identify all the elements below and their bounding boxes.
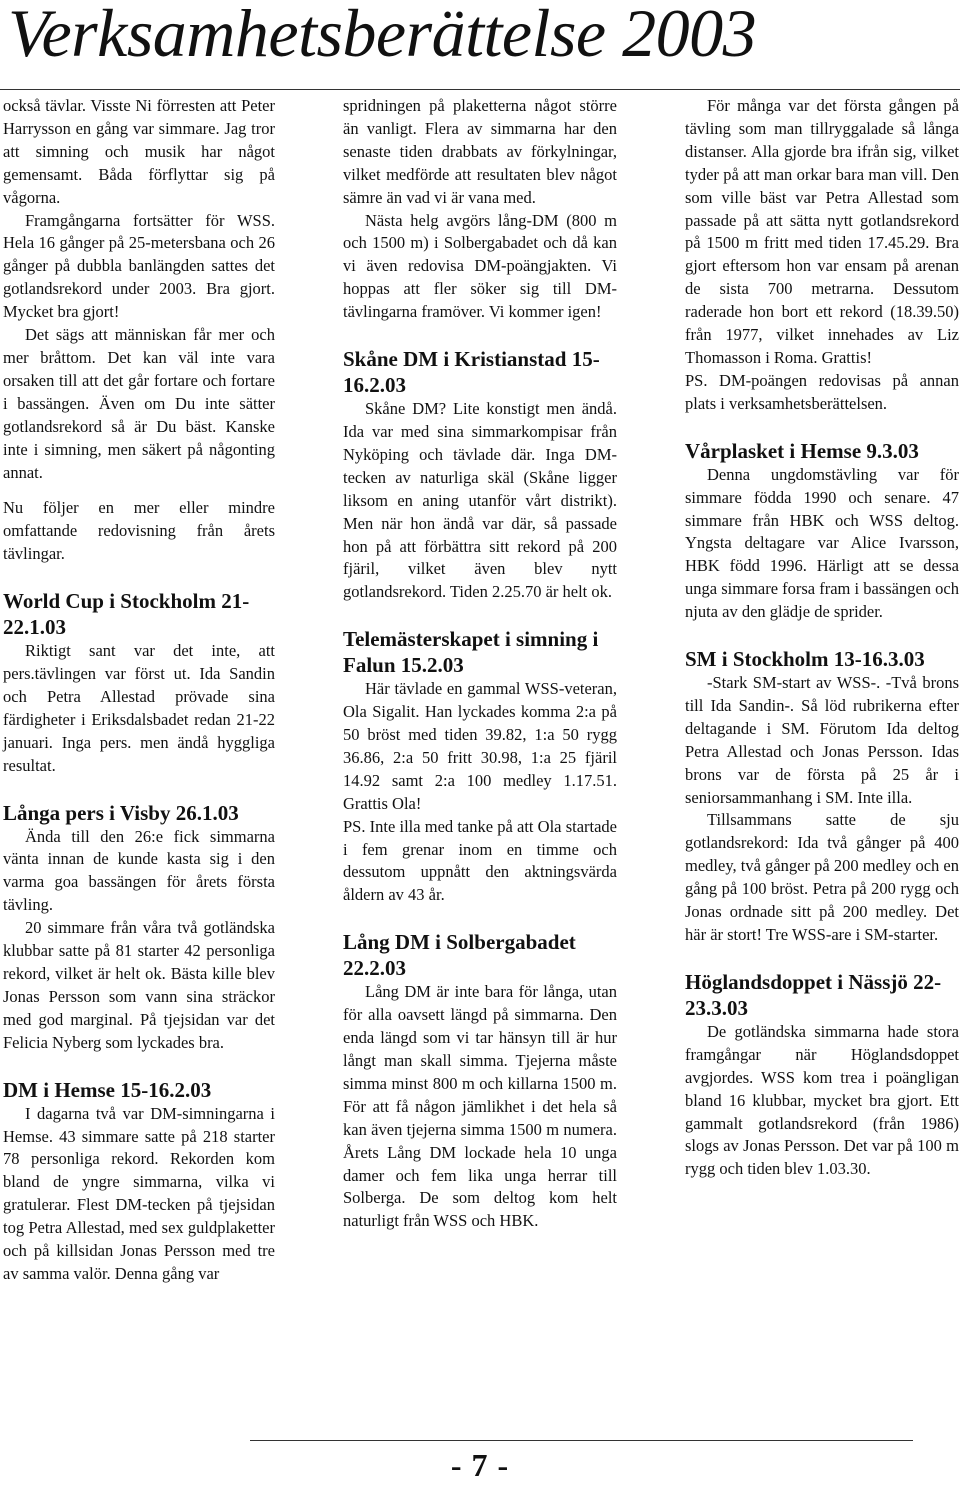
paragraph: För många var det första gången på tävling som man tillryggalade så långa distanser. Alla gjorde bra ifrån sig, vilket tyder på att man orkar bara man vill. Den som ville bäst var Petra Allestad som passade på att sätta nytt gotlandsrekord på 1500 m fritt med tiden 17.45.29. Bra gjort eftersom hon var ensam på arenan de sista 700 metrarna. Dessutom raderade hon bort ett rekord (18.39.50) från 1977, vilket innehades av Liz Thomasson i Roma. Grattis! [685, 96, 959, 367]
section-heading-dm-hemse: DM i Hemse 15-16.2.03 [3, 1077, 212, 1102]
paragraph: spridningen på plaketterna något större än vanligt. Flera av simmarna har den senaste tiden drabbats av förkylningar, vilket medförde att resultaten blev något sämre än vad vi är vana med. [343, 96, 617, 207]
page-number: - 7 - [450, 1447, 510, 1483]
section-heading-varplasket: Vårplasket i Hemse 9.3.03 [685, 438, 919, 463]
paragraph: Ända till den 26:e fick simmarna vänta innan de kunde kasta sig i den varma goa bassängen för årets första tävling. [3, 826, 275, 915]
header-divider [0, 89, 960, 90]
page-title: Verksamhetsberättelse 2003 [8, 0, 757, 71]
paragraph: Nu följer en mer eller mindre omfattande redovisning från årets tävlingar. [3, 498, 275, 564]
section-heading-telemasterskapet: Telemästerskapet i simning i Falun 15.2.03 [343, 627, 599, 678]
paragraph: Tillsammans satte de sju gotlandsrekord: Ida två gånger på 400 medley, två gånger på 200 medley och en gång på 100 bröst. Petra på 200 rygg och Jonas ordnade sitt på 200 medley. Det här är stort! Tre WSS-are i SM-starter. [685, 810, 959, 944]
column-left [3, 95, 275, 1286]
section-heading-langa-pers: Långa pers i Visby 26.1.03 [3, 800, 239, 825]
paragraph: Lång DM är inte bara för långa, utan för alla oavsett längd på simmarna. Den enda längd som vi tar hänsyn till är hur långt man skall simma. Tjejerna måste simma minst 800 m och killarna 1500 m. För att få någon jämlikhet i det hela så kan även tjejerna simma 1500 m numera. Årets Lång DM lockade hela 10 unga damer och fem lika unga herrar till Solberga. De som deltog kom helt naturligt från WSS och HBK. [343, 982, 617, 1231]
paragraph: De gotländska simmarna hade stora framgångar när Höglandsdoppet avgjordes. WSS kom trea i poängligan bland 16 klubbar, mycket bra gjort. Ett gammalt gotlandsrekord (från 1986) slogs av Jonas Persson. Det var på 100 m rygg och tiden blev 1.03.30. [685, 1021, 959, 1179]
paragraph: PS. DM-poängen redovisas på annan plats i verksamhetsberättelsen. [685, 370, 959, 413]
paragraph: Denna ungdomstävling var för simmare födda 1990 och senare. 47 simmare från HBK och WSS deltog. Yngsta deltagare var Alice Ivarsson, HBK född 1996. Härligt att se dessa unga simmare forsa fram i bassängen och njuta av den glädje de sprider. [685, 464, 959, 622]
column-middle [343, 95, 617, 1233]
paragraph: Här tävlade en gammal WSS-veteran, Ola Sigalit. Han lyckades komma 2:a på 50 bröst med tiden 39.82, 1:a 50 rygg 36.86, 2:a 50 fritt 30.98, 1:a 25 fjäril 14.92 samt 2:a 100 medley 1.17.51. Grattis Ola! [343, 679, 617, 813]
paragraph: Framgångarna fortsätter för WSS. Hela 16 gånger på 25-metersbana och 26 gånger på dubbla banlängden sattes det gotlandsrekord under 2003. Bra gjort. Mycket bra gjort! [3, 210, 275, 322]
paragraph: Skåne DM? Lite konstigt men ändå. Ida var med sina simmarkompisar från Nyköping och tävlade där. Inga DM-tecken av naturliga skäl (Skåne ligger liksom en aning utanför vårt distrikt). Men när hon ändå var där, så passade hon på att förbättra sitt rekord på 200 fjäril, vilket även blev nytt gotlandsrekord. Tiden 2.25.70 är helt ok. [343, 399, 617, 602]
paragraph: Nästa helg avgörs lång-DM (800 m och 1500 m) i Solbergabadet och då kan vi även redovisa DM-poängjakten. Vi hoppas att fler söker sig till DM-tävlingarna framöver. Vi kommer igen! [343, 210, 617, 322]
paragraph: PS. Inte illa med tanke på att Ola startade i fem grenar inom en timme och dessutom uppnått den aktningsvärda åldern av 43 år. [343, 816, 617, 905]
footer-divider [250, 1440, 913, 1441]
paragraph: -Stark SM-start av WSS-. -Två brons till Ida Sandin-. Så löd rubrikerna efter deltagande i SM. Förutom Ida deltog Petra Allestad och Jonas Persson. Idas brons var de första på 25 år i seniorsammanhang i SM. Inte illa. [685, 673, 959, 807]
section-heading-sm-stockholm: SM i Stockholm 13-16.3.03 [685, 647, 925, 672]
column-right [685, 95, 959, 1181]
paragraph: också tävlar. Visste Ni förresten att Peter Harrysson en gång var simmare. Jag tror att simning och musik har något gemensamt. Båda förflyttar sig på vågorna. [3, 96, 275, 207]
paragraph: I dagarna två var DM-simningarna i Hemse. 43 simmare satte på 218 starter 78 personliga rekord. Rekorden kom bland de yngre simmarna, vilka vi gratulerar. Flest DM-tecken på tjejsidan tog Petra Allestad, med sex guldplaketter och på killsidan Jonas Persson med tre av samma valör. Denna gång var [3, 1103, 275, 1283]
section-heading-skane-dm: Skåne DM i Kristianstad 15-16.2.03 [343, 347, 600, 398]
paragraph: 20 simmare från våra två gotländska klubbar satte på 81 starter 42 personliga rekord, vilket är helt ok. Bästa kille blev Jonas Persson som vann sina sträckor med god marginal. På tjejsidan var det Felicia Nyberg som lyckades bra. [3, 918, 275, 1052]
section-heading-hoglandsdoppet: Höglandsdoppet i Nässjö 22-23.3.03 [685, 969, 942, 1020]
paragraph: Riktigt sant var det inte, att pers.tävlingen var först ut. Ida Sandin och Petra Allestad prövade sina färdigheter i Eriksdalsbadet redan 21-22 januari. Inga pers. men ändå hyggliga resultat. [3, 641, 275, 775]
paragraph: Det sägs att människan får mer och mer bråttom. Det kan väl inte vara orsaken till att det går fortare och fortare i bassängen. Även om Du inte sätter gotlandsrekord så är Du bäst. Kanske inte i simning, men säkert på någonting annat. [3, 325, 275, 482]
section-heading-lang-dm: Lång DM i Solbergabadet 22.2.03 [343, 930, 576, 981]
section-heading-world-cup: World Cup i Stockholm 21-22.1.03 [3, 589, 250, 640]
